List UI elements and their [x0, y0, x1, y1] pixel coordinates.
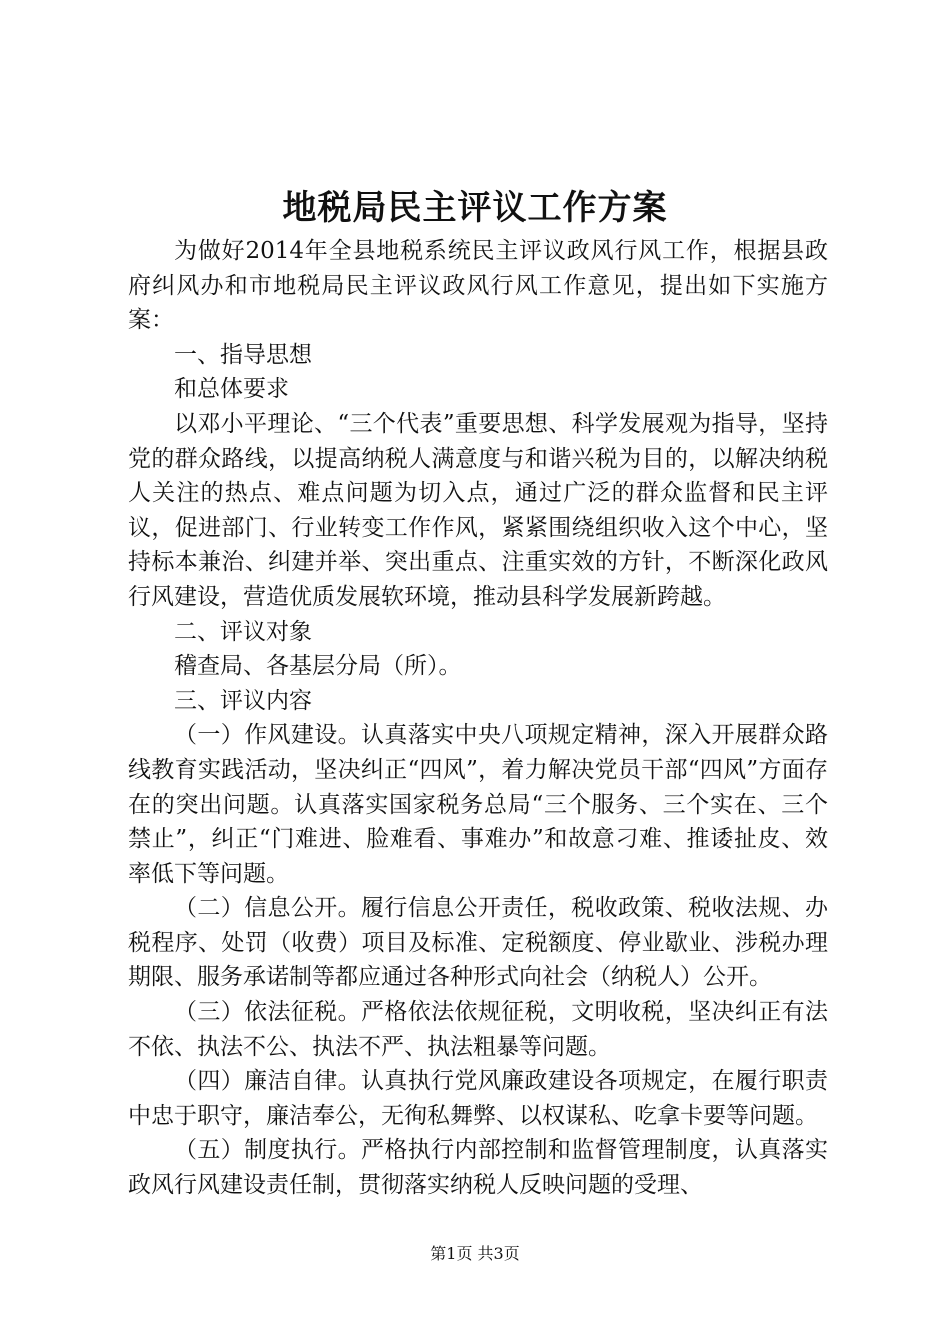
paragraph-item-4: （四）廉洁自律。认真执行党风廉政建设各项规定，在履行职责中忠于职守，廉洁奉公，无徇私舞弊、以权谋私、吃拿卡要等问题。 [128, 1068, 828, 1129]
paragraph-item-5: （五）制度执行。严格执行内部控制和监督管理制度，认真落实政风行风建设责任制，贯彻落实纳税人反映问题的受理、 [128, 1137, 828, 1199]
paragraph-item-1: （一）作风建设。认真落实中央八项规定精神，深入开展群众路线教育实践活动，坚决纠正“四风”，着力解决党员干部“四风”方面存在的突出问题。认真落实国家税务总局“三个服务、三个实在、三个禁止”，纠正“门难进、脸难看、事难办”和故意刁难、推诿扯皮、效率低下等问题。 [128, 722, 828, 887]
section-heading-3: 三、评议内容 [174, 687, 312, 714]
section-heading-2: 二、评议对象 [174, 618, 312, 645]
paragraph-item-3: （三）依法征税。严格依法依规征税，文明收税，坚决纠正有法不依、执法不公、执法不严、执法粗暴等问题。 [128, 999, 828, 1060]
paragraph-item-2: （二）信息公开。履行信息公开责任，税收政策、税收法规、办税程序、处罚（收费）项目及标准、定税额度、停业歇业、涉税办理期限、服务承诺制等都应通过各种形式向社会（纳税人）公开。 [128, 895, 828, 991]
paragraph-guiding-thought: 以邓小平理论、“三个代表”重要思想、科学发展观为指导，坚持党的群众路线，以提高纳税人满意度与和谐兴税为目的，以解决纳税人关注的热点、难点问题为切入点，通过广泛的群众监督和民主评议，促进部门、行业转变工作作风，紧紧围绕组织收入这个中心，坚持标本兼治、纠建并举、突出重点、注重实效的方针，不断深化政风行风建设，营造优质发展软环境，推动县科学发展新跨越。 [128, 410, 828, 610]
section-heading-1: 一、指导思想 [174, 341, 312, 368]
document-body [128, 234, 828, 1203]
section-heading-1-cont: 和总体要求 [174, 376, 289, 403]
page-number-footer: 第1页 共3页 [430, 1244, 520, 1263]
paragraph-evaluation-targets: 稽查局、各基层分局（所）。 [174, 653, 462, 680]
paragraph-intro: 为做好2014年全县地税系统民主评议政风行风工作，根据县政府纠风办和市地税局民主评议政风行风工作意见，提出如下实施方案： [128, 238, 828, 334]
document-title: 地税局民主评议工作方案 [282, 188, 668, 228]
